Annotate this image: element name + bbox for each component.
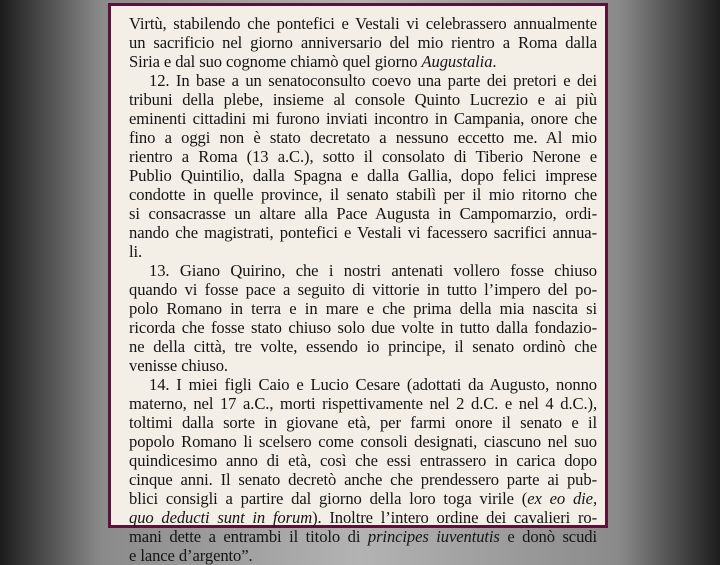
text-segment: mani dette a entrambi il titolo di xyxy=(129,527,368,546)
text-line: rientro a Roma (13 a.C.), sotto il consolato di Tiberio Nerone e xyxy=(129,147,597,166)
italic-phrase: Augustalia xyxy=(421,52,493,71)
text-line: polo Romano in terra e in mare e che prima della mia nascita si xyxy=(129,299,597,318)
text-line: Publio Quintilio, dalla Spagna e dalla Gallia, dopo felici imprese xyxy=(129,166,597,185)
text-line: nando che magistrati, pontefici e Vestali vi facessero sacrifici annua- xyxy=(129,223,597,242)
italic-phrase: principes iuventutis xyxy=(367,527,500,546)
text-line: materno, nel 17 a.C., morti rispettivamente nel 2 d.C. e nel 4 d.C.), xyxy=(129,394,597,413)
text-line: li. xyxy=(129,242,143,261)
text-segment: ). Inoltre l’intero ordine dei cavalieri ro- xyxy=(312,508,597,527)
text-line: quando vi fosse pace a seguito di vittorie in tutto l’impero del po- xyxy=(129,280,597,299)
text-line: ricorda che fosse stato chiuso solo due volte in tutto dalla fondazio- xyxy=(129,318,597,337)
text-line: condotte in quelle province, il senato stabilì per il mio ritorno che xyxy=(129,185,597,204)
text-line: quindicesimo anno di età, così che essi entrassero in carica dopo xyxy=(129,451,597,470)
text-line: 14. I miei figli Caio e Lucio Cesare (adottati da Augusto, nonno xyxy=(149,375,597,394)
text-line xyxy=(129,489,597,508)
text-line: si consacrasse un altare alla Pace Augusta in Campomarzio, ordi- xyxy=(129,204,597,223)
text-line: fino a oggi non è stato decretato a nessuno eccetto me. Al mio xyxy=(129,128,597,147)
text-line xyxy=(129,508,597,527)
text-line: toltimi dalla sorte in giovane età, per farmi onore il senato e il xyxy=(129,413,597,432)
text-line: popolo Romano li scelsero come consoli designati, ciascuno nel suo xyxy=(129,432,597,451)
text-line: eminenti cittadini mi furono inviati incontro in Campania, onore che xyxy=(129,109,597,128)
text-segment: blici consigli a partire dal giorno della loro toga virile ( xyxy=(129,489,528,508)
text-segment: . xyxy=(492,52,497,71)
text-line: ne della città, tre volte, essendo io principe, il senato ordinò che xyxy=(129,337,597,356)
document-text xyxy=(129,14,597,565)
text-segment: e donò scudi xyxy=(499,527,597,546)
text-line: Virtù, stabilendo che pontefici e Vestali vi celebrassero annualmente xyxy=(129,14,597,33)
italic-phrase: quo deducti sunt in forum xyxy=(129,508,313,527)
text-line: 12. In base a un senatoconsulto coevo una parte dei pretori e dei xyxy=(149,71,597,90)
scanned-page-frame xyxy=(108,3,608,565)
text-segment: Siria e dal suo cognome chiamò quel giorno xyxy=(129,52,422,71)
italic-phrase: ex eo die, xyxy=(527,489,597,508)
text-line: un sacrificio nel giorno anniversario del mio rientro a Roma dalla xyxy=(129,33,597,52)
text-line: 13. Giano Quirino, che i nostri antenati vollero fosse chiuso xyxy=(149,261,597,280)
text-line xyxy=(129,527,597,546)
text-line: cinque anni. Il senato decretò anche che prendessero parte ai pub- xyxy=(129,470,597,489)
text-line: e lance d’argento”. xyxy=(129,546,253,565)
text-line: tribuni della plebe, insieme al console Quinto Lucrezio e ai più xyxy=(129,90,597,109)
text-line xyxy=(129,52,597,71)
text-line: venisse chiuso. xyxy=(129,356,228,375)
